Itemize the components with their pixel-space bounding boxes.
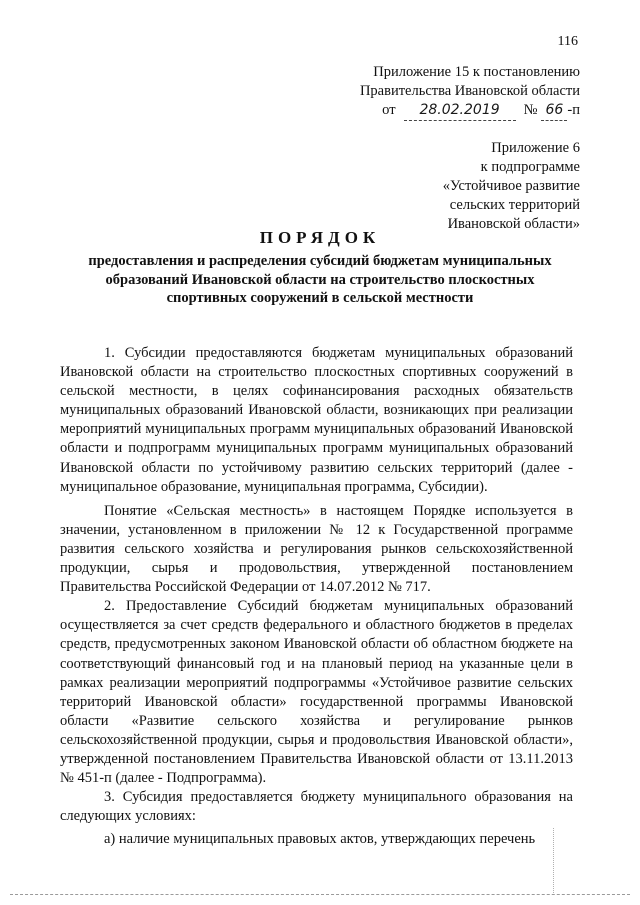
paragraph-2: Понятие «Сельская местность» в настоящем Порядке используется в значении, установленном в приложении № 12 к Государственной программе развития сельского хозяйства и регулирования рынков сельскохозяйственной продукции, сырья и продовольствия, утвержденной постановлением Правительства Российской Федерации от 14.07.2012 № 717. bbox=[60, 502, 573, 596]
sub-attachment-line-1: Приложение 6 bbox=[491, 140, 580, 156]
number-suffix: -п bbox=[567, 102, 580, 118]
document-title: ПОРЯДОК bbox=[259, 228, 381, 247]
from-label: от bbox=[382, 102, 396, 118]
sub-attachment-line-2: к подпрограмме bbox=[480, 159, 580, 175]
attachment-line-2: Правительства Ивановской области bbox=[359, 83, 580, 99]
number-label: № bbox=[523, 102, 538, 118]
page-number: 116 bbox=[557, 34, 578, 49]
paragraph-1: 1. Субсидии предоставляются бюджетам муниципальных образований Ивановской области на строительство плоскостных спортивных сооружений в сельской местности, в целях софинансирования расходных обязательств муниципальных образований Ивановской области, возникающих при реализации мероприятий муниципальных программ муниципальных образований Ивановской области и подпрограмм муниципальных программ муниципальных образований Ивановской области по устойчивому развитию сельских территорий (далее - муниципальное образование, муниципальная программа, Субсидии). bbox=[60, 345, 573, 495]
attachment-date-line bbox=[360, 101, 580, 121]
document-body bbox=[60, 344, 573, 849]
sub-attachment-line-5: Ивановской области» bbox=[447, 216, 580, 232]
sub-attachment-line-3: «Устойчивое развитие bbox=[442, 178, 580, 194]
paragraph-3: 2. Предоставление Субсидий бюджетам муниципальных образований осуществляется за счет средств федерального и областного бюджетов в пределах средств, предусмотренных законом Ивановской области об областном бюджете на соответствующий финансовый год и на плановый период на указанные цели в рамках реализации мероприятий подпрограммы «Устойчивое развитие сельских территорий Ивановской области» государственной программы Ивановской области «Развитие сельского хозяйства и регулирование рынков сельскохозяйственной продукции, сырья и продовольствия Ивановской области», утвержденной постановлением Правительства Ивановской области от 13.11.2013 № 451-п (далее - Подпрограмма). bbox=[60, 598, 573, 787]
handwritten-number: 66 bbox=[541, 101, 567, 121]
attachment-line-1: Приложение 15 к постановлению bbox=[373, 64, 580, 80]
paragraph-5: а) наличие муниципальных правовых актов, утверждающих перечень bbox=[104, 831, 536, 848]
scan-margin-line bbox=[553, 828, 554, 893]
document-subtitle: предоставления и распределения субсидий бюджетам муниципальных образований Ивановской области на строительство плоскостных спортивных сооружений в сельской местности bbox=[88, 253, 552, 306]
sub-attachment-line-4: сельских территорий bbox=[449, 197, 580, 213]
scan-edge-line bbox=[10, 894, 630, 895]
handwritten-date: 28.02.2019 bbox=[404, 101, 516, 121]
sub-attachment bbox=[443, 139, 580, 234]
header-attachment bbox=[360, 63, 580, 121]
paragraph-4: 3. Субсидия предоставляется бюджету муниципального образования на следующих условиях: bbox=[60, 789, 573, 825]
